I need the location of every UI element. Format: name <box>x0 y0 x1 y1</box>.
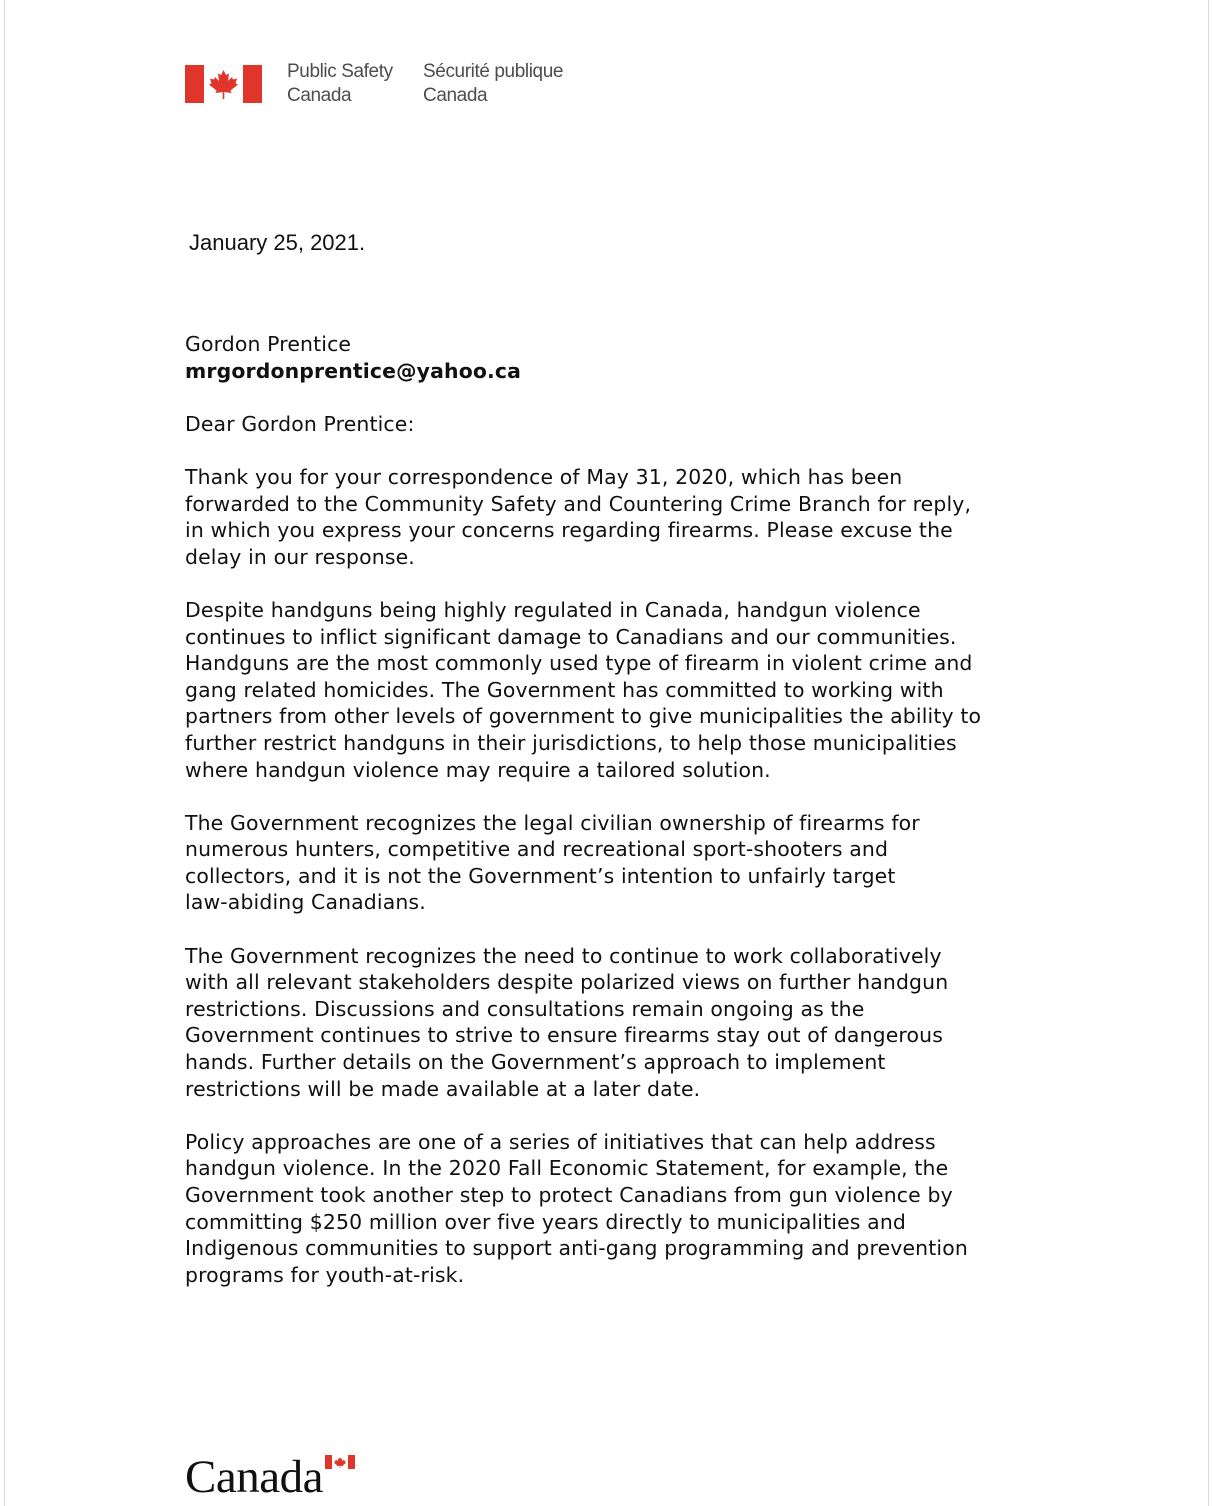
paragraph-line: Despite handguns being highly regulated in Canada, handgun violence <box>185 597 921 622</box>
paragraph-line: with all relevant stakeholders despite polarized views on further handgun <box>185 970 949 995</box>
paragraph-line: The Government recognizes the need to continue to work collaboratively <box>185 943 942 968</box>
canada-wordmark <box>185 1452 323 1502</box>
department-name-fr-line1: Sécurité publique <box>423 61 564 82</box>
letter-body <box>185 331 1045 1288</box>
body-paragraph <box>185 464 1045 570</box>
paragraph-line: Thank you for your correspondence of May 31, 2020, which has been <box>185 464 903 489</box>
paragraph-line: gang related homicides. The Government has committed to working with <box>185 677 944 702</box>
paragraph-line: Policy approaches are one of a series of initiatives that can help address <box>185 1129 936 1154</box>
paragraph-line: hands. Further details on the Government’s approach to implement <box>185 1050 886 1075</box>
paragraph-line: where handgun violence may require a tailored solution. <box>185 757 771 782</box>
paragraph-line: committing $250 million over five years directly to municipalities and <box>185 1209 906 1234</box>
letter-date: January 25, 2021. <box>189 230 366 255</box>
letter-paragraphs <box>185 464 1045 1288</box>
department-name-en-line1: Public Safety <box>287 61 393 82</box>
body-paragraph <box>185 810 1045 916</box>
paragraph-line: Government continues to strive to ensure firearms stay out of dangerous <box>185 1023 943 1048</box>
recipient-name: Gordon Prentice <box>185 332 352 356</box>
body-paragraph <box>185 1129 1045 1289</box>
body-paragraph <box>185 943 1045 1103</box>
canada-wordmark-flag-icon <box>325 1455 355 1469</box>
paragraph-line: delay in our response. <box>185 544 415 569</box>
paragraph-line: programs for youth-at-risk. <box>185 1262 465 1287</box>
canada-flag-icon <box>185 65 262 103</box>
paragraph-line: restrictions will be made available at a later date. <box>185 1076 701 1101</box>
paragraph-line: The Government recognizes the legal civilian ownership of firearms for <box>185 810 920 835</box>
paragraph-line: collectors, and it is not the Government’s intention to unfairly target <box>185 863 896 888</box>
paragraph-line: handgun violence. In the 2020 Fall Economic Statement, for example, the <box>185 1156 949 1181</box>
department-name-fr-line2: Canada <box>423 85 488 106</box>
paragraph-line: continues to inflict significant damage to Canadians and our communities. <box>185 624 957 649</box>
paragraph-line: partners from other levels of government to give municipalities the ability to <box>185 704 982 729</box>
canada-wordmark-text: Canada <box>185 1451 323 1503</box>
recipient-email: mrgordonprentice@yahoo.ca <box>185 358 522 383</box>
paragraph-line: forwarded to the Community Safety and Countering Crime Branch for reply, <box>185 491 972 516</box>
paragraph-line: Indigenous communities to support anti-gang programming and prevention <box>185 1236 968 1261</box>
paragraph-line: restrictions. Discussions and consultations remain ongoing as the <box>185 996 865 1021</box>
paragraph-line: Handguns are the most commonly used type of firearm in violent crime and <box>185 651 973 676</box>
body-paragraph <box>185 597 1045 783</box>
paragraph-line: further restrict handguns in their jurisdictions, to help those municipalities <box>185 730 957 755</box>
paragraph-line: in which you express your concerns regarding firearms. Please excuse the <box>185 518 953 543</box>
department-name-en <box>287 60 393 108</box>
salutation: Dear Gordon Prentice: <box>185 411 415 436</box>
paragraph-line: law-abiding Canadians. <box>185 890 426 915</box>
paragraph-line: numerous hunters, competitive and recreational sport-shooters and <box>185 837 889 862</box>
paragraph-line: Government took another step to protect Canadians from gun violence by <box>185 1183 953 1207</box>
department-name-en-line2: Canada <box>287 85 352 106</box>
letter-page <box>4 0 1209 1506</box>
department-name-fr <box>423 60 563 108</box>
